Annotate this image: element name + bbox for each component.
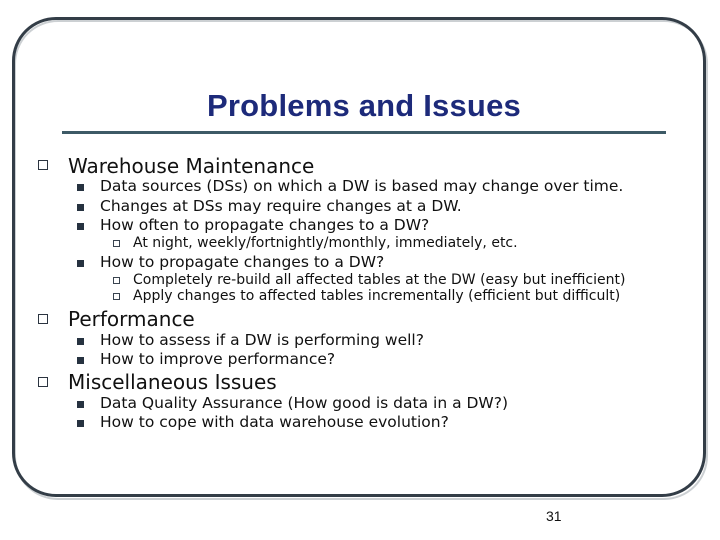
list-item: Changes at DSs may require changes at a DW. — [100, 197, 462, 215]
sub-list-item: Apply changes to affected tables incrementally (efficient but difficult) — [133, 288, 621, 304]
list-item: How to propagate changes to a DW? — [100, 253, 385, 271]
item-bullet-icon — [77, 401, 84, 408]
subitem-bullet-icon — [113, 293, 120, 300]
list-item: Data Quality Assurance (How good is data in a DW?) — [100, 394, 509, 412]
sub-list-item: At night, weekly/fortnightly/monthly, immediately, etc. — [133, 235, 518, 251]
list-item: How to improve performance? — [100, 350, 336, 368]
section-heading-warehouse-maintenance: Warehouse Maintenance — [68, 154, 315, 178]
list-item: Data sources (DSs) on which a DW is based may change over time. — [100, 177, 624, 195]
section-bullet-icon — [38, 377, 48, 387]
page-number: 31 — [546, 508, 562, 524]
item-bullet-icon — [77, 338, 84, 345]
section-heading-performance: Performance — [68, 307, 195, 331]
item-bullet-icon — [77, 204, 84, 211]
list-item: How often to propagate changes to a DW? — [100, 216, 430, 234]
item-bullet-icon — [77, 260, 84, 267]
sub-list-item: Completely re-build all affected tables at the DW (easy but inefficient) — [133, 272, 626, 288]
subitem-bullet-icon — [113, 277, 120, 284]
section-bullet-icon — [38, 160, 48, 170]
item-bullet-icon — [77, 184, 84, 191]
title-underline — [62, 131, 666, 134]
item-bullet-icon — [77, 420, 84, 427]
subitem-bullet-icon — [113, 240, 120, 247]
item-bullet-icon — [77, 223, 84, 230]
item-bullet-icon — [77, 357, 84, 364]
list-item: How to cope with data warehouse evolution? — [100, 413, 449, 431]
list-item: How to assess if a DW is performing well? — [100, 331, 424, 349]
slide-title: Problems and Issues — [207, 88, 521, 123]
section-heading-miscellaneous-issues: Miscellaneous Issues — [68, 370, 277, 394]
section-bullet-icon — [38, 314, 48, 324]
